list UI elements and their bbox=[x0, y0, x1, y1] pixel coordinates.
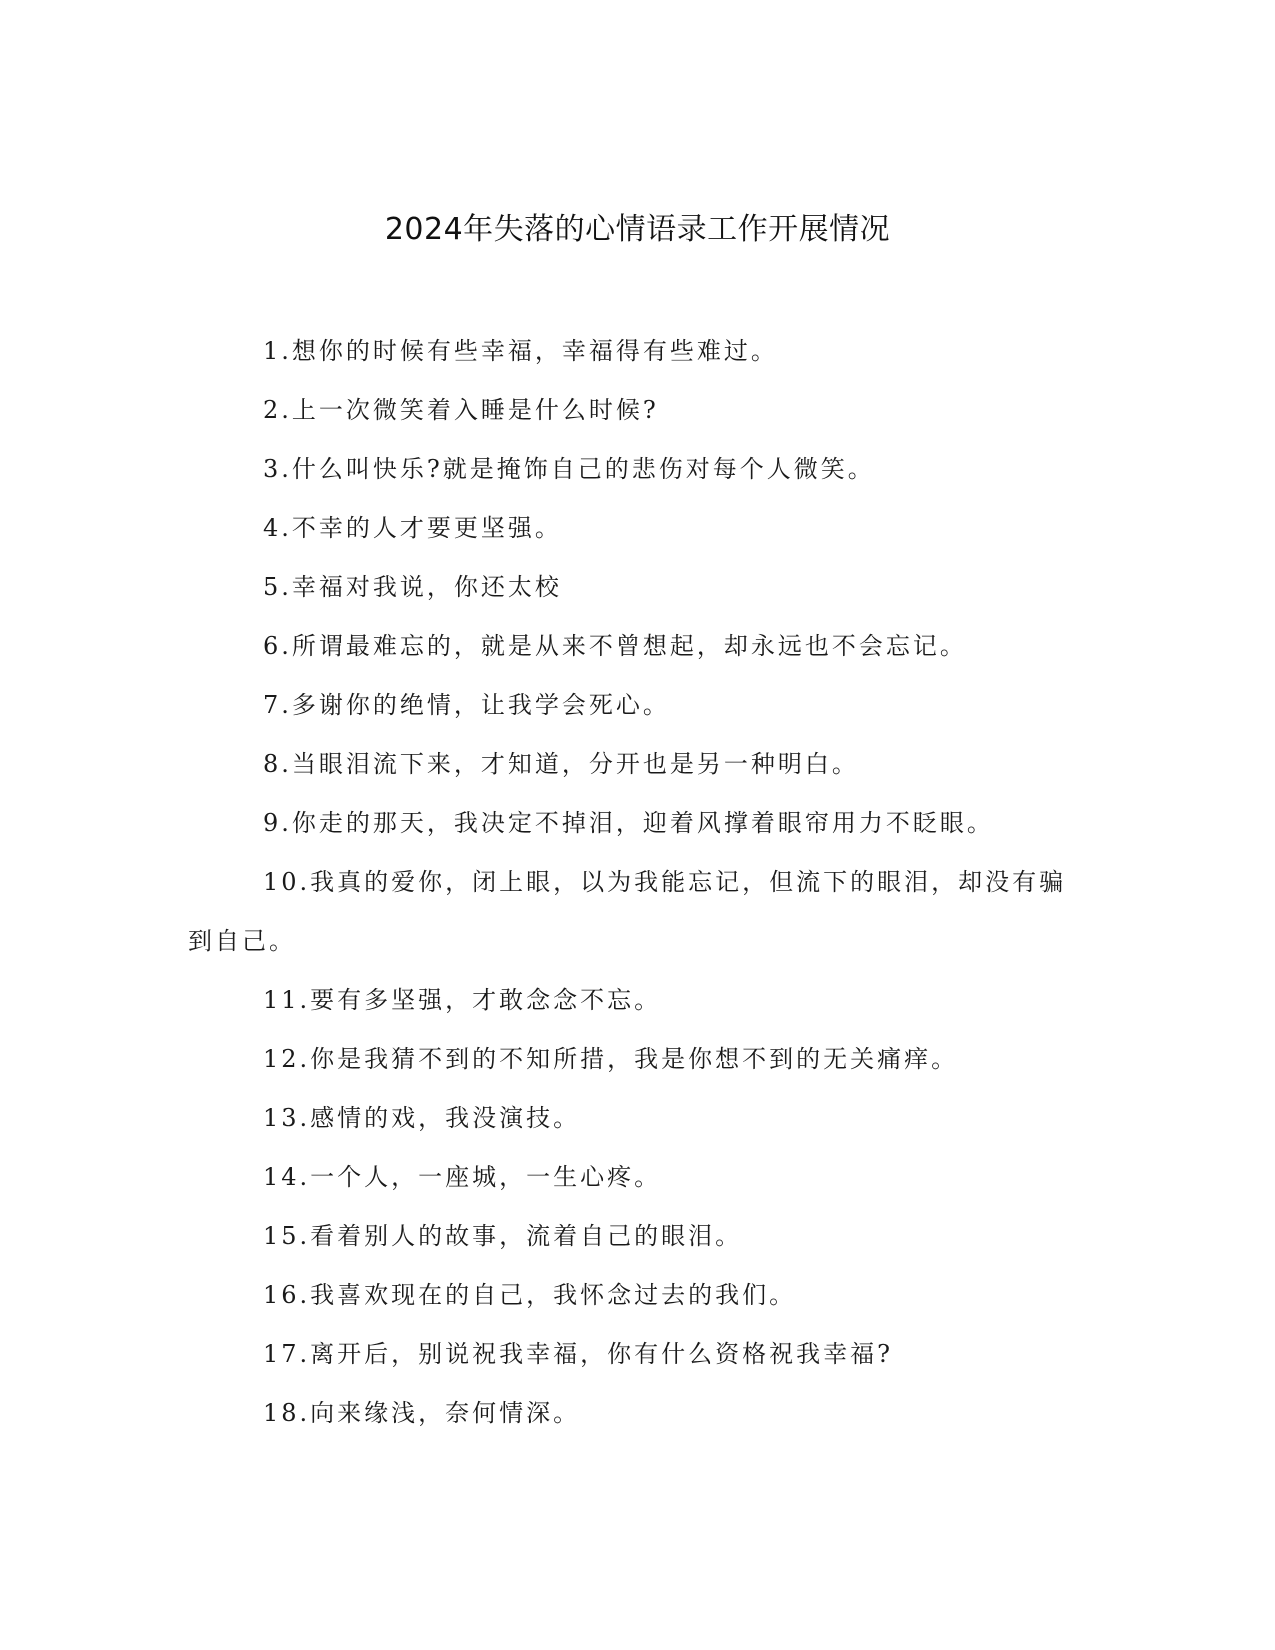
list-item: 10.我真的爱你，闭上眼，以为我能忘记，但流下的眼泪，却没有骗到自己。 bbox=[188, 868, 1067, 955]
list-item: 18.向来缘浅，奈何情深。 bbox=[263, 1399, 581, 1427]
list-item: 7.多谢你的绝情，让我学会死心。 bbox=[263, 691, 670, 719]
list-item: 5.幸福对我说，你还太校 bbox=[263, 573, 562, 601]
list-item: 13.感情的戏，我没演技。 bbox=[263, 1104, 581, 1132]
document-title: 2024年失落的心情语录工作开展情况 bbox=[384, 212, 891, 247]
list-item: 6.所谓最难忘的，就是从来不曾想起，却永远也不会忘记。 bbox=[263, 632, 967, 660]
list-item: 9.你走的那天，我决定不掉泪，迎着风撑着眼帘用力不眨眼。 bbox=[263, 809, 994, 837]
list-item: 3.什么叫快乐?就是掩饰自己的悲伤对每个人微笑。 bbox=[263, 455, 875, 483]
list-item: 8.当眼泪流下来，才知道，分开也是另一种明白。 bbox=[263, 750, 859, 778]
list-item: 4.不幸的人才要更坚强。 bbox=[263, 514, 562, 542]
list-item: 1.想你的时候有些幸福，幸福得有些难过。 bbox=[263, 337, 778, 365]
quote-list bbox=[188, 322, 1088, 1443]
list-item: 16.我喜欢现在的自己，我怀念过去的我们。 bbox=[263, 1281, 797, 1309]
list-item: 15.看着别人的故事，流着自己的眼泪。 bbox=[263, 1222, 743, 1250]
list-item: 17.离开后，别说祝我幸福，你有什么资格祝我幸福? bbox=[263, 1340, 894, 1368]
list-item: 12.你是我猜不到的不知所措，我是你想不到的无关痛痒。 bbox=[263, 1045, 959, 1073]
list-item: 11.要有多坚强，才敢念念不忘。 bbox=[263, 986, 662, 1014]
list-item: 2.上一次微笑着入睡是什么时候? bbox=[263, 396, 659, 424]
list-item: 14.一个人，一座城，一生心疼。 bbox=[263, 1163, 662, 1191]
